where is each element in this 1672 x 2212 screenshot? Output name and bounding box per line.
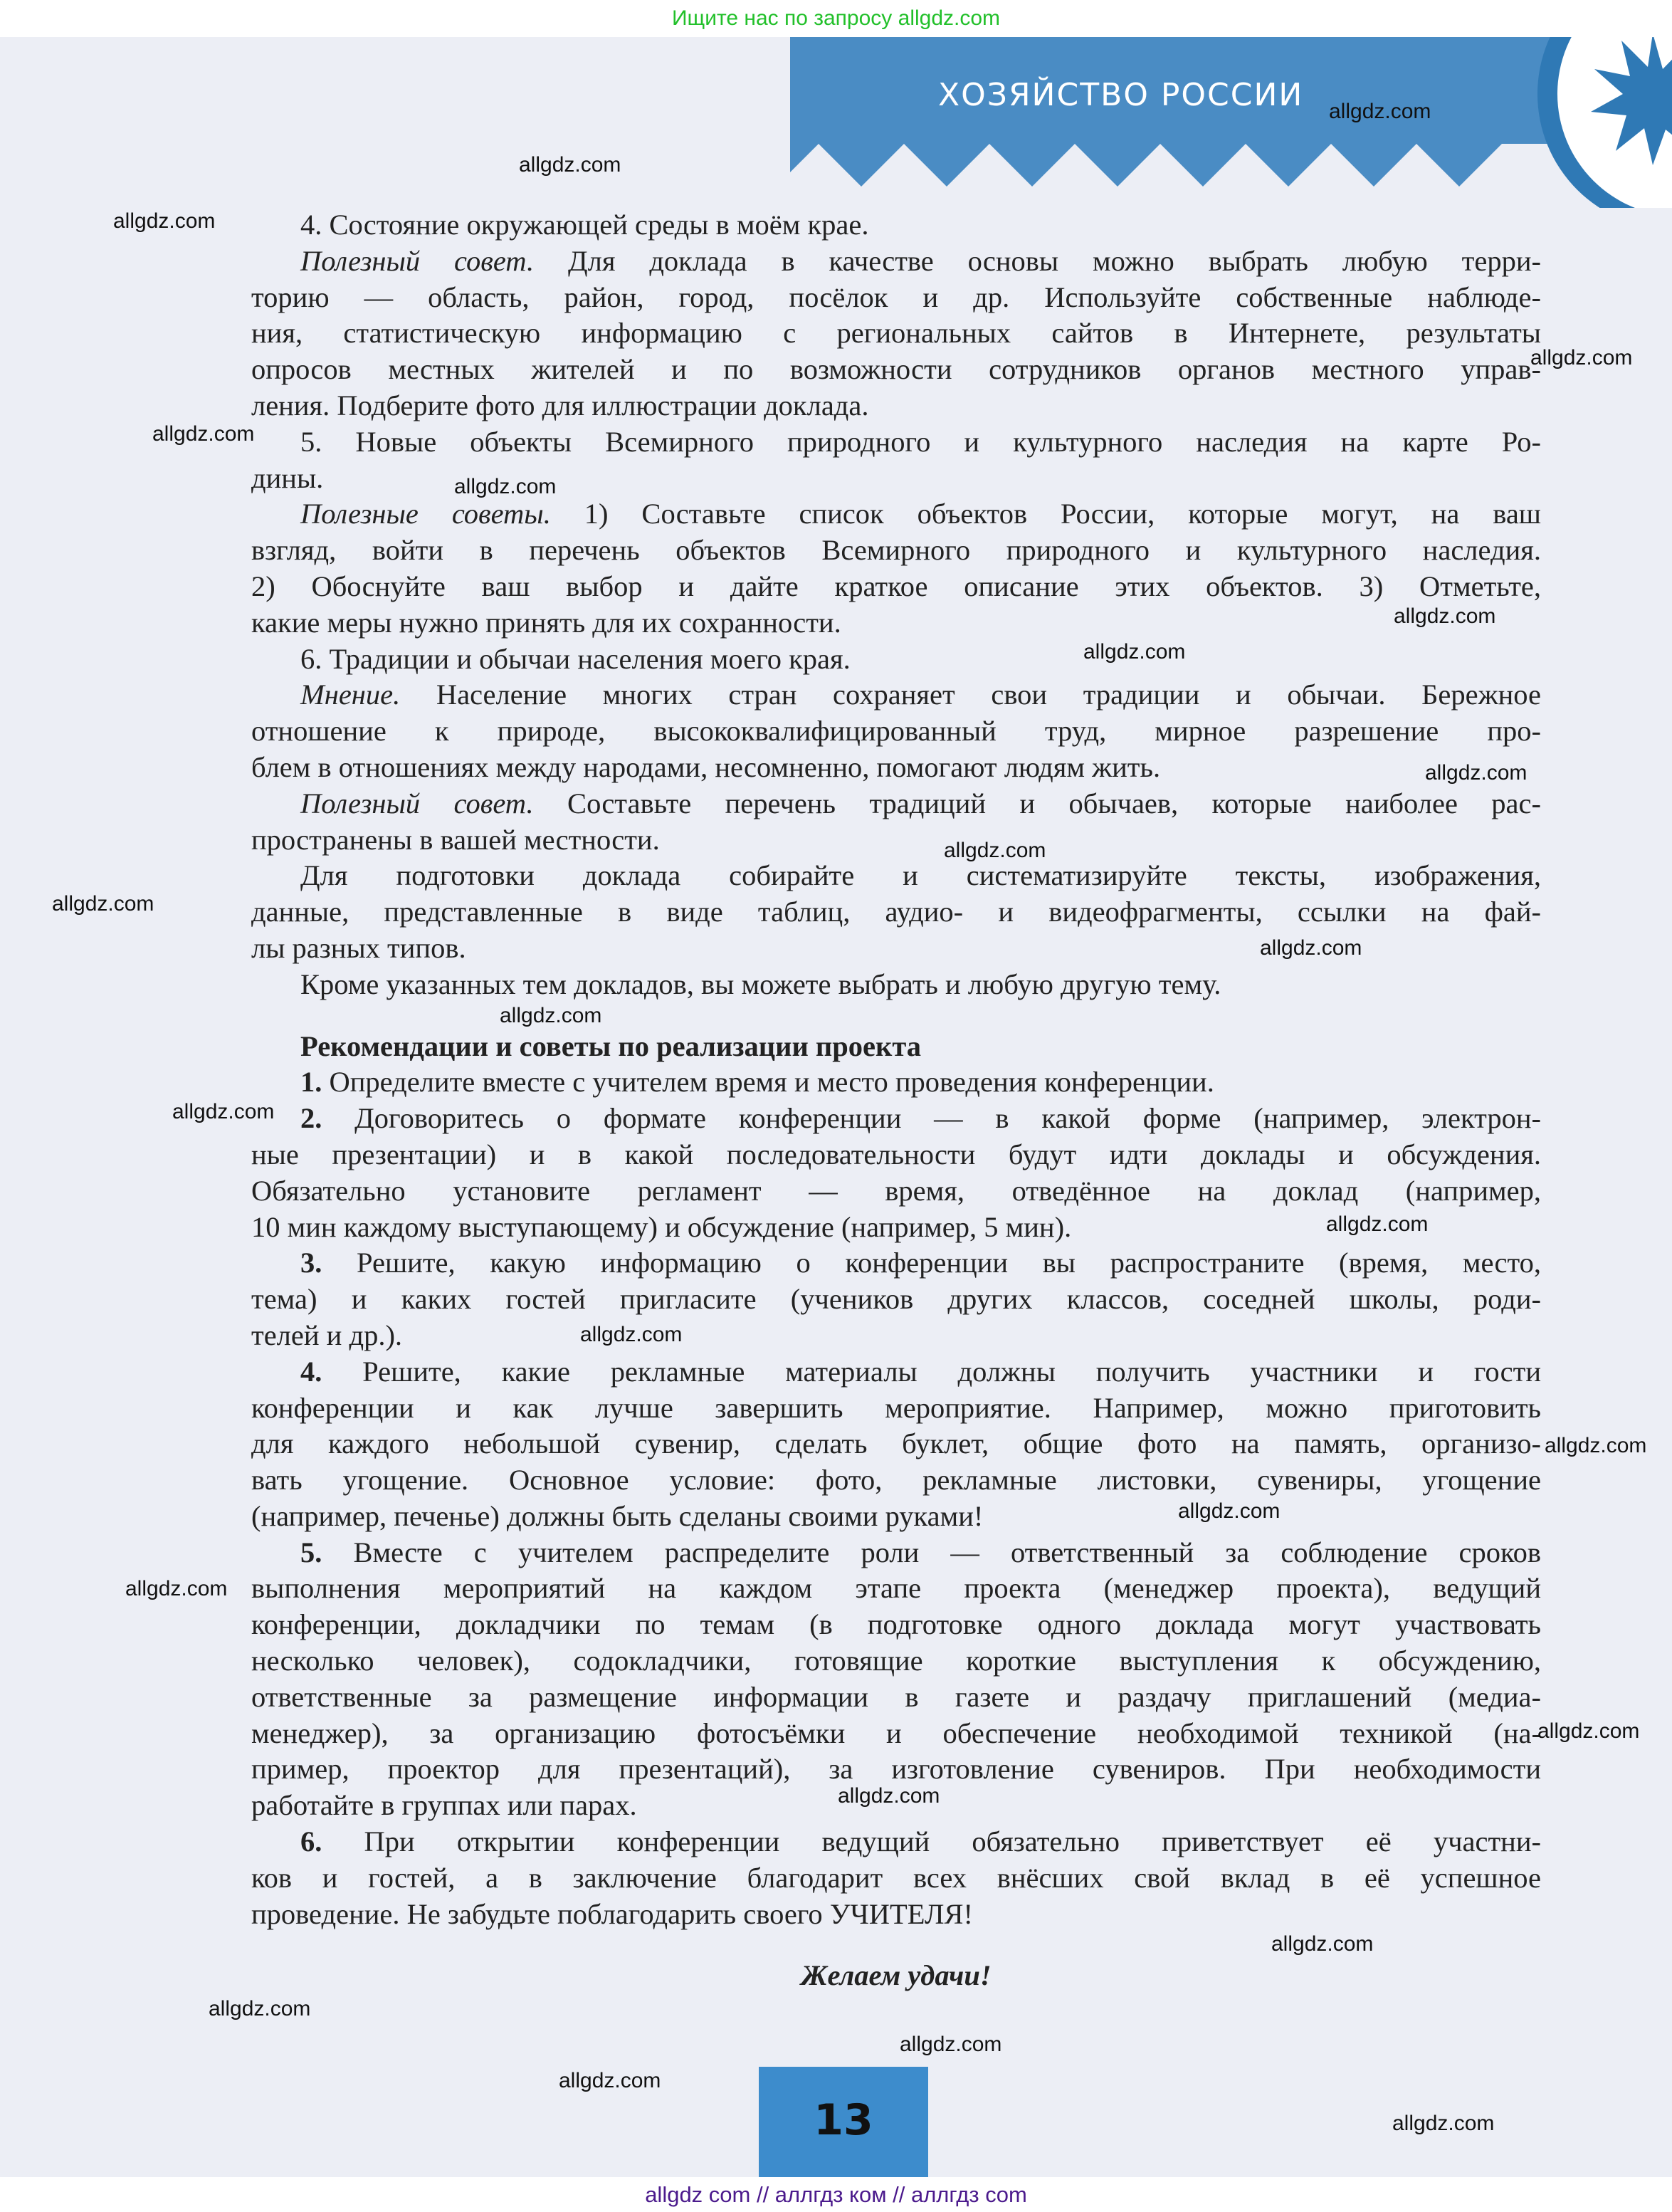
page-content: [251, 207, 1541, 1994]
text-line: [251, 1101, 1541, 1137]
line-text: блем в отношениях между народами, несомненно, помогают людям жить.: [251, 750, 1161, 783]
text-line: [251, 1281, 1541, 1318]
paragraph-lead: Полезный совет.: [300, 244, 535, 277]
line-text: 10 мин каждому выступающему) и обсуждение (например, 5 мин).: [251, 1210, 1072, 1243]
paragraph-lead: 5.: [300, 1536, 322, 1568]
watermark: allgdz.com: [944, 839, 1046, 862]
line-text: проведение. Не забудьте поблагодарить своего УЧИТЕЛЯ!: [251, 1897, 973, 1930]
text-line: [251, 1354, 1541, 1390]
text-line: [251, 713, 1541, 750]
watermark: allgdz.com: [125, 1577, 228, 1600]
line-text: вать угощение. Основное условие: фото, рекламные листовки, сувениры, угощение: [251, 1464, 1541, 1496]
text-line: [251, 1137, 1541, 1173]
watermark: allgdz.com: [1260, 936, 1362, 960]
text-line: [251, 533, 1541, 569]
text-line: [251, 1426, 1541, 1462]
text-line: [251, 822, 1541, 859]
text-line: [251, 569, 1541, 605]
text-line: [251, 1462, 1541, 1499]
text-line: [251, 894, 1541, 931]
top-banner: [0, 0, 1672, 37]
text-line: [251, 750, 1541, 786]
watermark: allgdz.com: [1329, 100, 1431, 123]
line-text: ления. Подберите фото для иллюстрации доклада.: [251, 389, 869, 421]
watermark: allgdz.com: [1392, 2112, 1495, 2135]
text-line: [251, 1751, 1541, 1788]
text-line: [251, 388, 1541, 424]
watermark: allgdz.com: [580, 1323, 683, 1346]
line-text: пространены в вашей местности.: [251, 823, 660, 856]
watermark: allgdz.com: [559, 2069, 661, 2092]
watermark: allgdz.com: [838, 1784, 940, 1808]
text-line: [251, 1716, 1541, 1752]
line-text: ответственные за размещение информации в газете и раздачу приглашений (медиа-: [251, 1680, 1541, 1713]
text-line: [251, 605, 1541, 641]
line-text: данные, представленные в виде таблиц, аудио- и видеофрагменты, ссылки на фай-: [251, 896, 1541, 928]
text-line: [251, 496, 1541, 533]
text-line: [251, 280, 1541, 316]
top-banner-text: Ищите нас по запросу allgdz.com: [671, 6, 1001, 30]
watermark: allgdz.com: [1545, 1434, 1647, 1457]
text-line: [251, 1607, 1541, 1643]
text-line: [251, 967, 1541, 1003]
watermark: allgdz.com: [1530, 346, 1633, 369]
text-line: [251, 1390, 1541, 1427]
text-line: [251, 1824, 1541, 1860]
line-text: выполнения мероприятий на каждом этапе проекта (менеджер проекта), ведущий: [251, 1572, 1541, 1605]
paragraph-lead: Мнение.: [300, 678, 401, 711]
text-line: [251, 207, 1541, 243]
page-number: 13: [814, 2095, 873, 2145]
line-text: конференции и как лучше завершить мероприятие. Например, можно приготовить: [251, 1391, 1541, 1424]
watermark: allgdz.com: [1271, 1932, 1374, 1956]
text-line: [251, 1245, 1541, 1281]
text-line: [251, 1499, 1541, 1535]
line-text: пример, проектор для презентаций), за изготовление сувениров. При необходимости: [251, 1753, 1541, 1786]
line-text: ные презентации) и в какой последовательности будут идти доклады и обсуждения.: [251, 1138, 1541, 1170]
watermark: allgdz.com: [519, 153, 621, 177]
line-text: При открытии конференции ведущий обязательно приветствует её участни-: [322, 1825, 1541, 1858]
line-text: взгляд, войти в перечень объектов Всемирного природного и культурного наследия.: [251, 534, 1541, 567]
text-line: [251, 786, 1541, 822]
line-text: конференции, докладчики по темам (в подготовке одного доклада могут участвовать: [251, 1608, 1541, 1641]
line-text: несколько человек), содокладчики, готовящие короткие выступления к обсуждению,: [251, 1645, 1541, 1677]
page-number-box: [759, 2067, 928, 2177]
line-text: ков и гостей, а в заключение благодарит всех внёсших свой вклад в её успешное: [251, 1861, 1541, 1894]
watermark: allgdz.com: [1178, 1499, 1281, 1523]
bottom-banner: [0, 2177, 1672, 2212]
text-line: [251, 858, 1541, 894]
paragraph-lead: 3.: [300, 1247, 322, 1279]
text-line: [251, 1897, 1541, 1933]
text-line: [251, 1173, 1541, 1210]
watermark: allgdz.com: [209, 1997, 311, 2020]
watermark: allgdz.com: [172, 1100, 275, 1123]
paragraph-lead: Полезные советы.: [300, 498, 551, 530]
line-text: 6. Традиции и обычаи населения моего края.: [300, 642, 851, 675]
text-line: [251, 424, 1541, 461]
text-line: [251, 461, 1541, 497]
line-text: Вместе с учителем распределите роли — ответственный за соблюдение сроков: [322, 1536, 1541, 1568]
text-line: [251, 1318, 1541, 1354]
paragraph-lead: 2.: [300, 1102, 322, 1135]
watermark: allgdz.com: [1394, 604, 1496, 628]
watermark: allgdz.com: [113, 209, 216, 233]
text-line: [251, 1571, 1541, 1607]
line-text: Определите вместе с учителем время и место проведения конференции.: [322, 1066, 1214, 1099]
line-text: тема) и каких гостей пригласите (учеников других классов, соседней школы, роди-: [251, 1283, 1541, 1316]
watermark: allgdz.com: [1326, 1212, 1429, 1236]
text-line: [251, 641, 1541, 678]
line-text: 4. Состояние окружающей среды в моём крае.: [300, 209, 869, 241]
line-text: 2) Обоснуйте ваш выбор и дайте краткое описание этих объектов. 3) Отметьте,: [251, 570, 1541, 602]
line-text: (например, печенье) должны быть сделаны своими руками!: [251, 1499, 984, 1532]
line-text: менеджер), за организацию фотосъёмки и обеспечение необходимой техникой (на-: [251, 1716, 1541, 1749]
watermark: allgdz.com: [454, 475, 557, 498]
text-line: [251, 352, 1541, 388]
line-text: Обязательно установите регламент — время, отведённое на доклад (например,: [251, 1174, 1541, 1207]
closing-text: Желаем удачи!: [801, 1959, 992, 1992]
line-text: работайте в группах или парах.: [251, 1789, 637, 1822]
paragraph-lead: Полезный совет.: [300, 787, 534, 819]
bottom-banner-text: allgdz com // аллгдз ком // аллгдз com: [645, 2182, 1027, 2207]
line-text: 5. Новые объекты Всемирного природного и культурного наследия на карте Ро-: [300, 425, 1541, 458]
text-line: [251, 1064, 1541, 1101]
text-line: [251, 315, 1541, 352]
line-text: Составьте перечень традиций и обычаев, которые наиболее рас-: [533, 787, 1541, 819]
paragraph-lead: 4.: [300, 1355, 322, 1388]
section-heading: Рекомендации и советы по реализации проекта: [300, 1029, 921, 1062]
line-text: телей и др.).: [251, 1319, 403, 1351]
watermark: allgdz.com: [500, 1004, 602, 1027]
line-text: лы разных типов.: [251, 931, 466, 964]
text-line: [251, 1643, 1541, 1679]
line-text: опросов местных жителей и по возможности сотрудников органов местного управ-: [251, 353, 1541, 386]
line-text: 1) Составьте список объектов России, которые могут, на ваш: [550, 498, 1541, 530]
line-text: Решите, какую информацию о конференции вы распространите (время, место,: [322, 1247, 1541, 1279]
line-text: для каждого небольшой сувенир, сделать буклет, общие фото на память, организо-: [251, 1427, 1541, 1460]
watermark: allgdz.com: [1083, 640, 1186, 664]
paragraph-lead: 1.: [300, 1066, 322, 1099]
text-line: [251, 1860, 1541, 1897]
line-text: Население многих стран сохраняет свои традиции и обычаи. Бережное: [400, 678, 1541, 711]
line-text: Кроме указанных тем докладов, вы можете выбрать и любую другую тему.: [300, 968, 1221, 1000]
text-line: [251, 243, 1541, 280]
line-text: дины.: [251, 461, 324, 494]
text-line: [251, 1679, 1541, 1716]
line-text: Договоритесь о формате конференции — в какой форме (например, электрон-: [322, 1102, 1541, 1135]
paragraph-lead: 6.: [300, 1825, 322, 1858]
chapter-header-band: [790, 37, 1672, 208]
watermark: allgdz.com: [52, 892, 154, 916]
watermark: allgdz.com: [152, 422, 255, 446]
line-text: Решите, какие рекламные материалы должны получить участники и гости: [322, 1355, 1541, 1388]
text-line: [251, 1535, 1541, 1571]
watermark: allgdz.com: [900, 2033, 1002, 2056]
watermark: allgdz.com: [1425, 761, 1528, 785]
line-text: какие меры нужно принять для их сохранности.: [251, 606, 841, 639]
line-text: Для подготовки доклада собирайте и систематизируйте тексты, изображения,: [300, 859, 1541, 892]
watermark: allgdz.com: [1537, 1719, 1640, 1743]
line-text: Для доклада в качестве основы можно выбрать любую терри-: [534, 244, 1541, 277]
text-line: [251, 677, 1541, 713]
line-text: торию — область, район, город, посёлок и др. Используйте собственные наблюде-: [251, 281, 1541, 313]
chapter-title: ХОЗЯЙСТВО РОССИИ: [938, 77, 1304, 113]
line-text: ния, статистическую информацию с региональных сайтов в Интернете, результаты: [251, 317, 1541, 350]
line-text: отношение к природе, высококвалифицированный труд, мирное разрешение про-: [251, 715, 1541, 748]
